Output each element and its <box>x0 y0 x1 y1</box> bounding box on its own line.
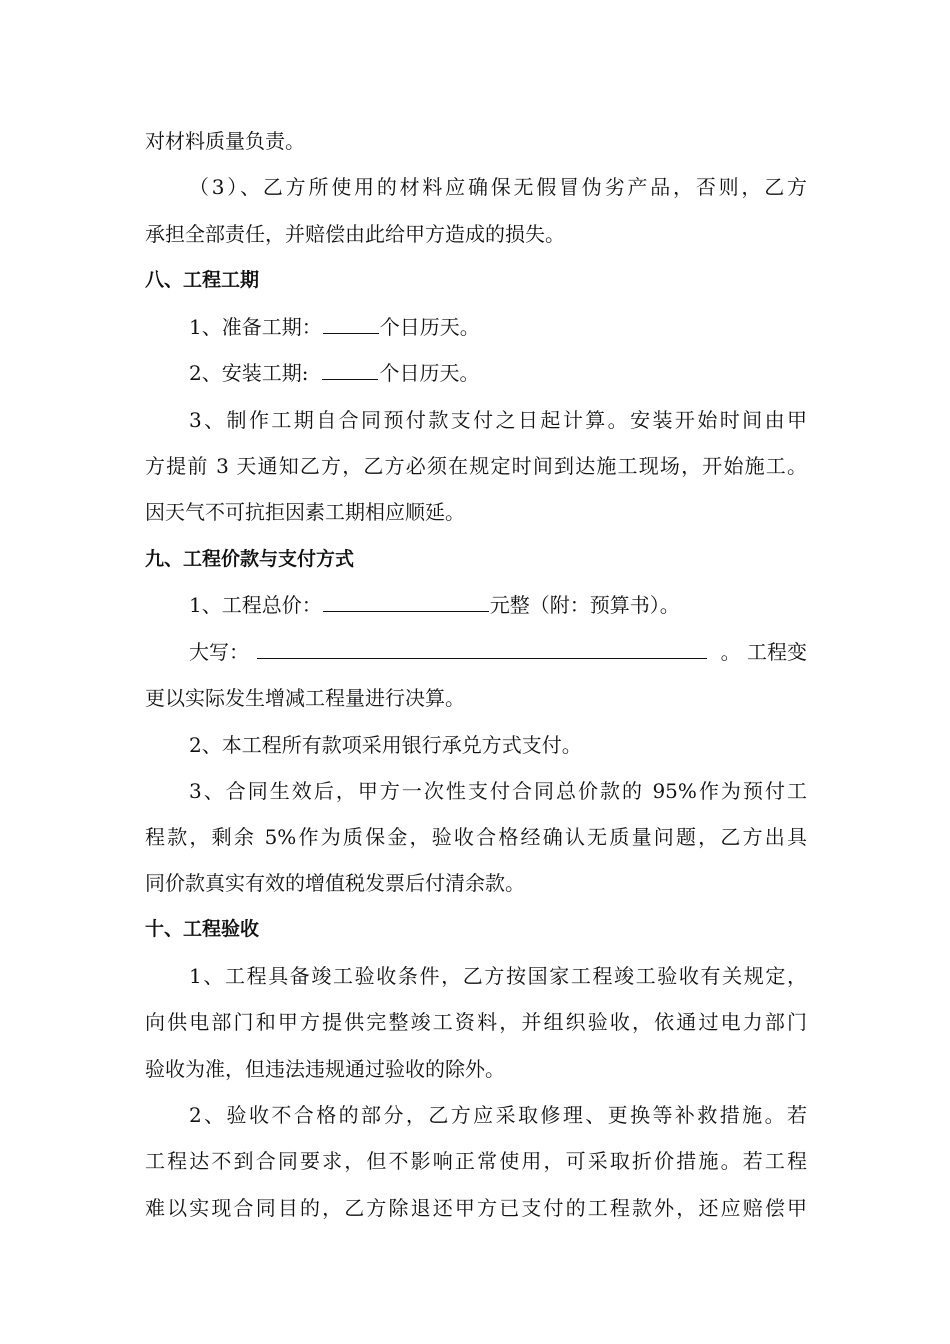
paragraph-line: 向供电部门和甲方提供完整竣工资料，并组织验收，依通过电力部门 <box>145 1010 807 1034</box>
amount-words-blank[interactable] <box>257 657 707 659</box>
paragraph-line: 承担全部责任，并赔偿由此给甲方造成的损失。 <box>145 222 565 246</box>
total-price-unit: 元整（附：预算书）。 <box>489 593 680 617</box>
prep-period-blank[interactable] <box>323 332 379 334</box>
paragraph-line: 因天气不可抗拒因素工期相应顺延。 <box>145 500 465 524</box>
paragraph-line: 工程达不到合同要求，但不影响正常使用，可采取折价措施。若工程 <box>145 1149 807 1173</box>
install-period-unit: 个日历天。 <box>379 361 480 385</box>
total-price-line <box>189 591 807 619</box>
section-heading-9: 九、工程价款与支付方式 <box>145 548 355 570</box>
total-price-label: 1、工程总价： <box>189 593 322 617</box>
paragraph-line: 更以实际发生增减工程量进行决算。 <box>145 686 465 710</box>
section-heading-10: 十、工程验收 <box>145 918 260 940</box>
prep-period-label: 1、准备工期： <box>189 315 322 339</box>
paragraph-line: 2、本工程所有款项采用银行承兑方式支付。 <box>189 733 582 757</box>
paragraph-line: 同价款真实有效的增值税发票后付清余款。 <box>145 871 525 895</box>
paragraph-line: 对材料质量负责。 <box>145 129 305 153</box>
section-heading-8: 八、工程工期 <box>145 269 260 291</box>
prep-period-line <box>189 313 807 341</box>
install-period-label: 2、安装工期: <box>189 361 309 385</box>
paragraph-line: 方提前 3 天通知乙方，乙方必须在规定时间到达施工现场，开始施工。 <box>145 454 807 478</box>
amount-words-line <box>189 638 807 666</box>
paragraph-line: 程款，剩余 5%作为质保金，验收合格经确认无质量问题，乙方出具 <box>145 825 807 849</box>
prep-period-unit: 个日历天。 <box>379 315 480 339</box>
paragraph-line: （3）、乙方所使用的材料应确保无假冒伪劣产品，否则，乙方 <box>189 175 807 199</box>
install-period-blank[interactable] <box>322 378 378 380</box>
paragraph-line: 3、制作工期自合同预付款支付之日起计算。安装开始时间由甲 <box>189 408 807 432</box>
install-period-line <box>189 359 807 387</box>
paragraph-line: 验收为准，但违法违规通过验收的除外。 <box>145 1057 505 1081</box>
paragraph-line: 3、合同生效后，甲方一次性支付合同总价款的 95%作为预付工 <box>189 779 807 803</box>
paragraph-line: 2、验收不合格的部分，乙方应采取修理、更换等补救措施。若 <box>189 1103 807 1127</box>
amount-words-tail: 。 工程变 <box>720 640 807 664</box>
paragraph-line: 难以实现合同目的，乙方除退还甲方已支付的工程款外，还应赔偿甲 <box>145 1196 807 1220</box>
paragraph-line: 1、工程具备竣工验收条件，乙方按国家工程竣工验收有关规定， <box>189 964 807 988</box>
amount-words-label: 大写： <box>189 640 249 664</box>
total-price-blank[interactable] <box>323 610 489 612</box>
